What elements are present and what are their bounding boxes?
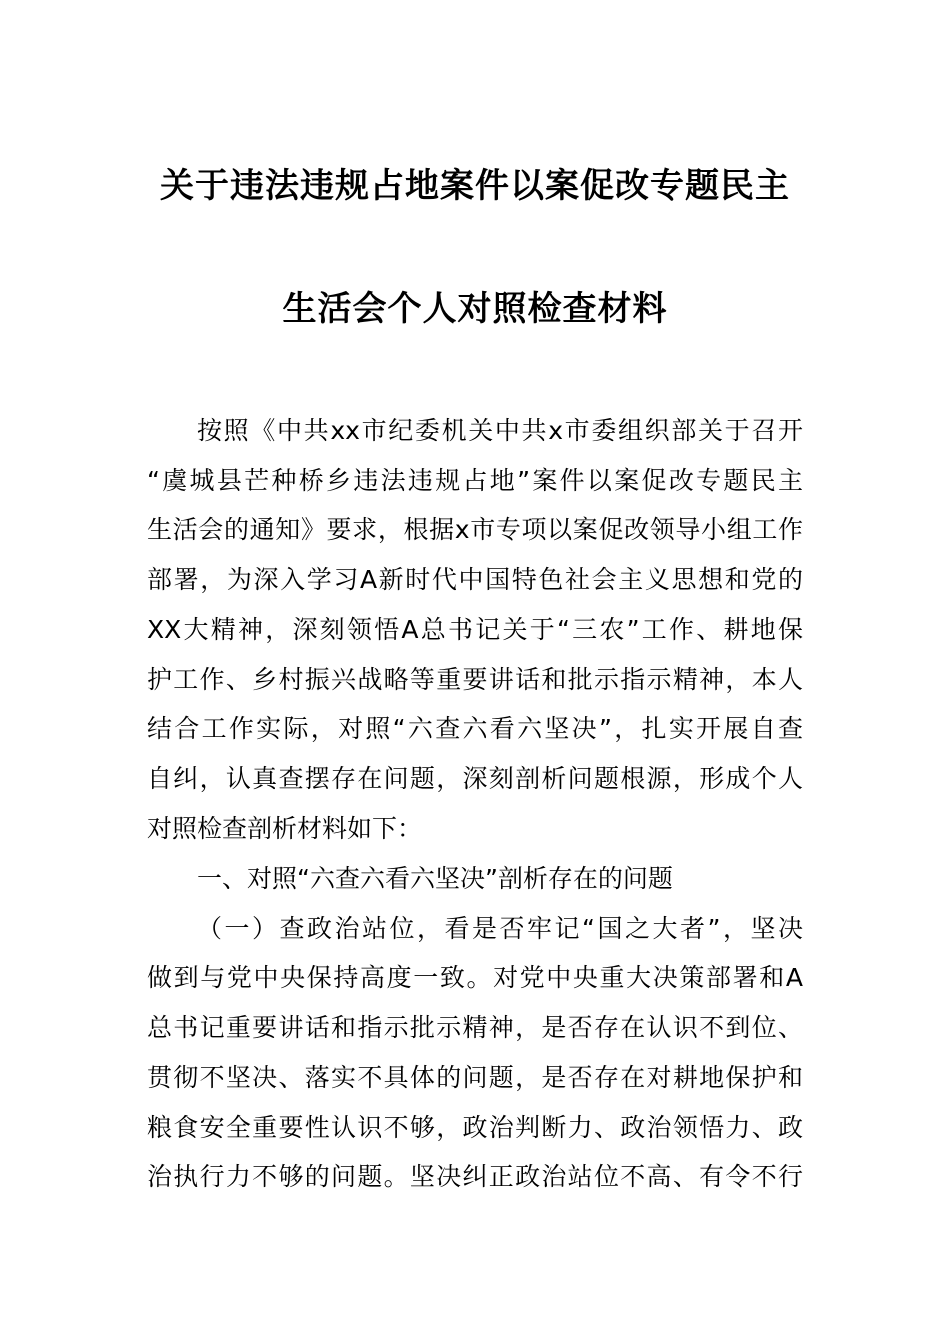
paragraph-2-line: （一）查政治站位，看是否牢记“国之大者”，坚决	[197, 914, 803, 943]
paragraph-2-line: 贯彻不坚决、落实不具体的问题，是否存在对耕地保护和	[147, 1063, 803, 1092]
paragraph-2-line: 总书记重要讲话和指示批示精神，是否存在认识不到位、	[147, 1013, 803, 1042]
paragraph-1-line: 护工作、乡村振兴战略等重要讲话和批示指示精神，本人	[147, 665, 803, 694]
paragraph-1-line: 生活会的通知》要求，根据x市专项以案促改领导小组工作	[147, 515, 803, 544]
paragraph-1-line: XX大精神，深刻领悟A总书记关于“三农”工作、耕地保	[147, 615, 803, 644]
document-title-line-1: 关于违法违规占地案件以案促改专题民主	[160, 166, 790, 206]
paragraph-2-line: 粮食安全重要性认识不够，政治判断力、政治领悟力、政	[147, 1113, 803, 1142]
paragraph-1-line: 按照《中共xx市纪委机关中共x市委组织部关于召开	[197, 416, 803, 445]
paragraph-1-line: “虞城县芒种桥乡违法违规占地”案件以案促改专题民主	[147, 466, 803, 495]
paragraph-1-line: 结合工作实际，对照“六查六看六坚决”，扎实开展自查	[147, 714, 803, 743]
paragraph-2-line: 做到与党中央保持高度一致。对党中央重大决策部署和A	[147, 963, 803, 992]
section-heading-1: 一、对照“六查六看六坚决”剖析存在的问题	[197, 864, 673, 893]
paragraph-2-line: 治执行力不够的问题。坚决纠正政治站位不高、有令不行	[147, 1162, 803, 1191]
paragraph-1-line: 自纠，认真查摆存在问题，深刻剖析问题根源，形成个人	[147, 764, 803, 793]
document-title-line-2: 生活会个人对照检查材料	[282, 289, 668, 329]
paragraph-1-line: 部署，为深入学习A新时代中国特色社会主义思想和党的	[147, 565, 803, 594]
paragraph-1-line: 对照检查剖析材料如下：	[147, 814, 423, 843]
